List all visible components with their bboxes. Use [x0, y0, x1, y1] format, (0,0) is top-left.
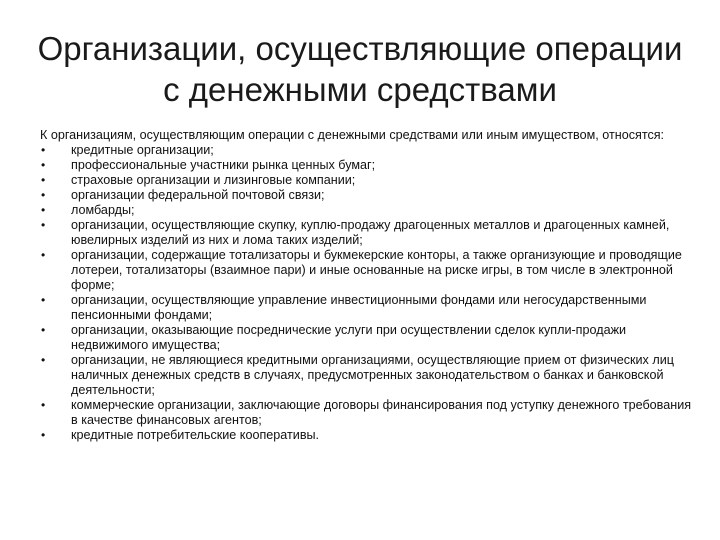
- list-item: [40, 143, 700, 158]
- bullet-icon: •: [41, 428, 46, 442]
- bullet-icon: •: [41, 353, 46, 367]
- list-item-text: организации, содержащие тотализаторы и букмекерские конторы, а также организующие и проводящие лотереи, тотализаторы (взаимное пари) и иные основанные на риске игры, в том числе в электронной форме;: [71, 248, 682, 292]
- list-item-text: организации, осуществляющие скупку, куплю-продажу драгоценных металлов и драгоценных камней, ювелирных изделий из них и лома таких изделий;: [71, 218, 670, 247]
- bullet-icon: •: [41, 203, 46, 217]
- bullet-icon: •: [41, 398, 46, 412]
- bullet-icon: •: [41, 143, 46, 157]
- bullet-icon: •: [41, 158, 46, 172]
- list-item: [40, 203, 700, 218]
- list-item: [40, 173, 700, 188]
- list-item-text: организации, осуществляющие управление инвестиционными фондами или негосударственными пенсионными фондами;: [71, 293, 647, 322]
- list-item: [40, 398, 700, 428]
- list-item: [40, 158, 700, 173]
- bullet-icon: •: [41, 173, 46, 187]
- list-item: [40, 323, 700, 353]
- list-item-text: организации федеральной почтовой связи;: [71, 188, 325, 202]
- bullet-icon: •: [41, 248, 46, 262]
- list-item: [40, 428, 700, 443]
- list-item: [40, 188, 700, 203]
- list-item: [40, 248, 700, 293]
- organization-list: [40, 143, 700, 443]
- list-item-text: страховые организации и лизинговые компании;: [71, 173, 356, 187]
- slide-title: [30, 28, 690, 110]
- bullet-icon: •: [41, 188, 46, 202]
- list-item: [40, 353, 700, 398]
- list-item-text: кредитные потребительские кооперативы.: [71, 428, 320, 442]
- bullet-icon: •: [41, 218, 46, 232]
- slide-title-line-2: с денежными средствами: [163, 71, 557, 108]
- bullet-icon: •: [41, 323, 46, 337]
- list-item-text: коммерческие организации, заключающие договоры финансирования под уступку денежного требования в качестве финансовых агентов;: [71, 398, 692, 427]
- bullet-icon: •: [41, 293, 46, 307]
- slide-body: [40, 128, 700, 443]
- list-item: [40, 218, 700, 248]
- list-item-text: ломбарды;: [71, 203, 135, 217]
- intro-paragraph: К организациям, осуществляющим операции с денежными средствами или иным имуществом, относятся:: [40, 128, 665, 142]
- list-item-text: организации, не являющиеся кредитными организациями, осуществляющие прием от физических лиц наличных денежных средств в случаях, предусмотренных законодательством о банках и банковской деятельности;: [71, 353, 674, 397]
- list-item: [40, 293, 700, 323]
- list-item-text: кредитные организации;: [71, 143, 214, 157]
- slide-title-line-1: Организации, осуществляющие операции: [37, 30, 683, 67]
- list-item-text: организации, оказывающие посреднические услуги при осуществлении сделок купли-продажи недвижимого имущества;: [71, 323, 627, 352]
- list-item-text: профессиональные участники рынка ценных бумаг;: [71, 158, 376, 172]
